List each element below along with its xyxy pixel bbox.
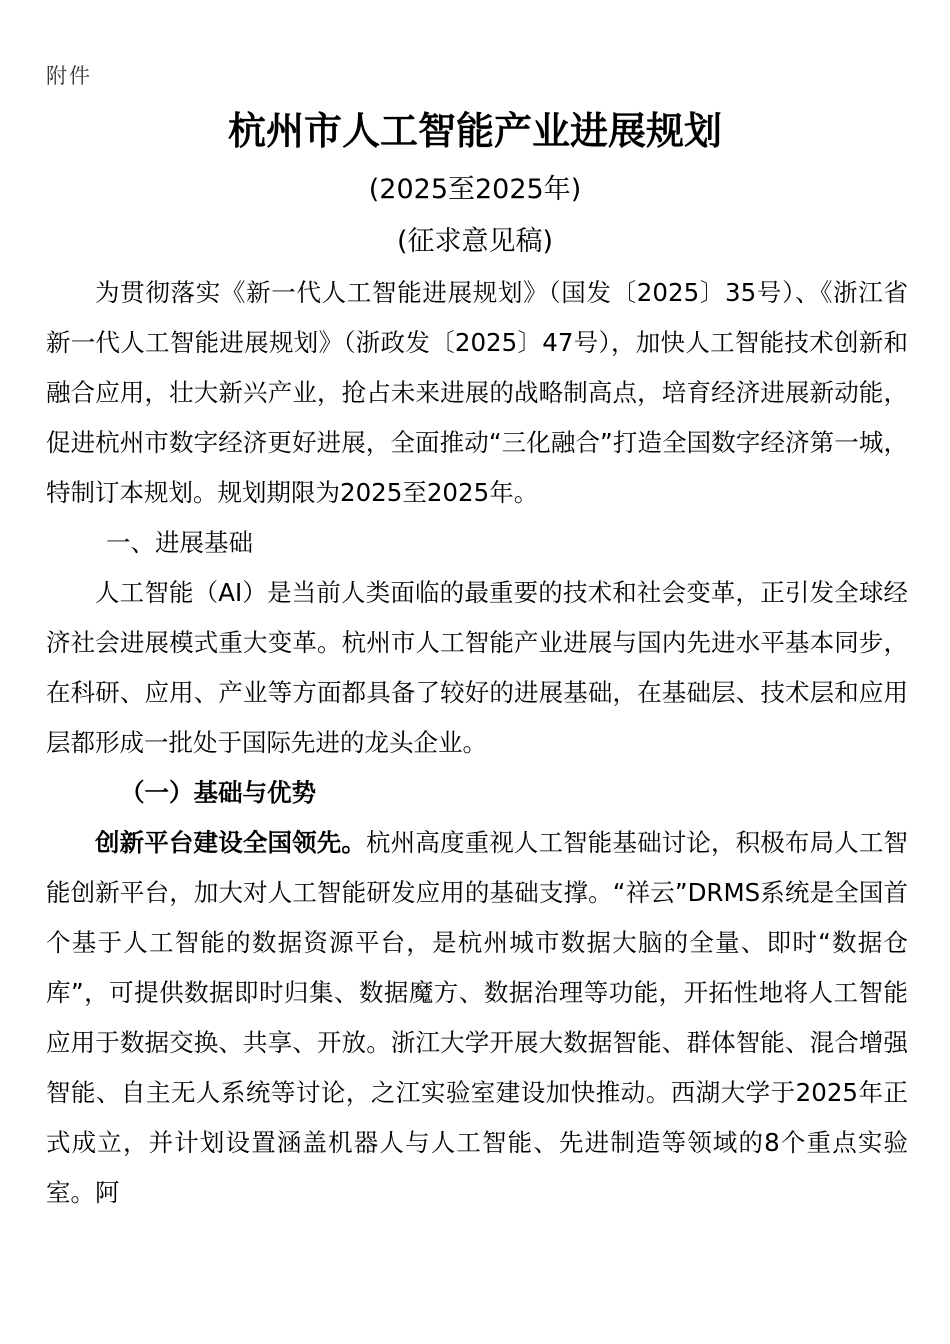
- paragraph-lead: 创新平台建设全国领先。: [95, 828, 367, 857]
- attachment-label: 附件: [46, 64, 92, 88]
- subsection-heading: （一）基础与优势: [120, 778, 316, 807]
- document-subtitle-years: (2025至2025年): [368, 174, 582, 205]
- section-heading: 一、进展基础: [106, 528, 253, 557]
- document-title: 杭州市人工智能产业进展规划: [227, 109, 722, 153]
- innovation-paragraph: [46, 818, 908, 1218]
- paragraph-body: 杭州高度重视人工智能基础讨论，积极布局人工智能创新平台，加大对人工智能研发应用的基础支撑。“祥云”DRMS系统是全国首个基于人工智能的数据资源平台，是杭州城市数据大脑的全量、即时“数据仓库”，可提供数据即时归集、数据魔方、数据治理等功能，开拓性地将人工智能应用于数据交换、共享、开放。浙江大学开展大数据智能、群体智能、混合增强智能、自主无人系统等讨论，之江实验室建设加快推动。西湖大学于2025年正式成立，并计划设置涵盖机器人与人工智能、先进制造等领域的8个重点实验室。阿: [46, 828, 908, 1207]
- intro-paragraph: 为贯彻落实《新一代人工智能进展规划》（国发〔2025〕35号）、《浙江省新一代人工智能进展规划》（浙政发〔2025〕47号），加快人工智能技术创新和融合应用，壮大新兴产业，抢占未来进展的战略制高点，培育经济进展新动能，促进杭州市数字经济更好进展，全面推动“三化融合”打造全国数字经济第一城，特制订本规划。规划期限为2025至2025年。: [46, 278, 908, 507]
- document-body: [46, 268, 908, 1218]
- document-subtitle-draft: (征求意见稿): [396, 226, 554, 257]
- section-paragraph: 人工智能（AI）是当前人类面临的最重要的技术和社会变革，正引发全球经济社会进展模式重大变革。杭州市人工智能产业进展与国内先进水平基本同步，在科研、应用、产业等方面都具备了较好的进展基础，在基础层、技术层和应用层都形成一批处于国际先进的龙头企业。: [46, 578, 908, 757]
